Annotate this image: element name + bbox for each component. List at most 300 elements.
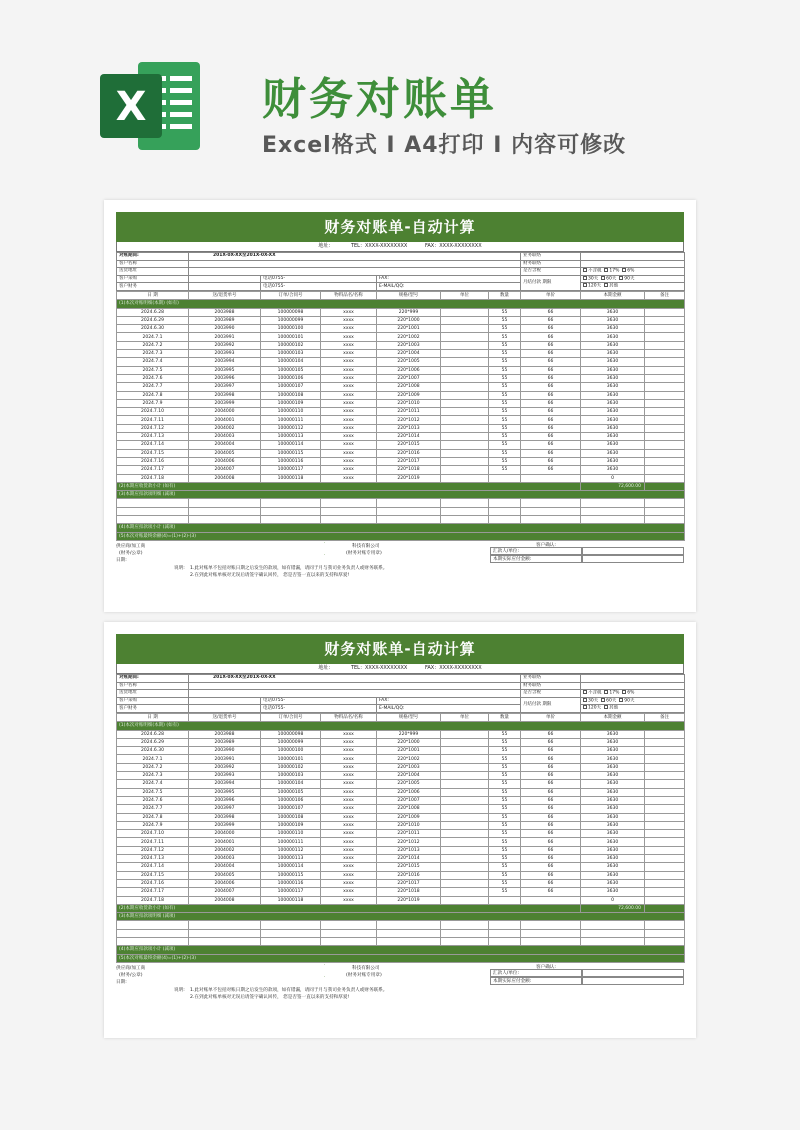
actual-payment-field[interactable]: 本期实际应付金额: xyxy=(490,555,582,563)
section-4-label: (4)本期应扣款项小计 (减项) xyxy=(117,946,685,954)
cell-amount: 3630 xyxy=(581,308,645,316)
cell-amount: 3630 xyxy=(581,433,645,441)
cell-amount: 3630 xyxy=(581,457,645,465)
terms-label: 月结付款 期限 xyxy=(521,697,581,712)
table-row xyxy=(117,358,685,366)
cell-amount: 3630 xyxy=(581,341,645,349)
table-row xyxy=(117,730,685,738)
table-row xyxy=(117,366,685,374)
tax-options[interactable]: 不含税 17% 6% xyxy=(581,268,685,276)
cell-qty: 55 xyxy=(489,763,521,771)
cell-spec: 220*1012 xyxy=(377,416,441,424)
address-label: 地址： xyxy=(318,243,334,249)
table-row xyxy=(117,805,685,813)
cell-item: xxxx xyxy=(321,457,377,465)
cell-spec: 220*1002 xyxy=(377,333,441,341)
cell-amount: 3630 xyxy=(581,408,645,416)
section-3-label: (3)本期应扣款项明细 (减项) xyxy=(117,491,685,499)
cell-amount: 0 xyxy=(581,474,645,482)
cell-unit xyxy=(441,730,489,738)
cell-doc-no: 2003996 xyxy=(189,374,261,382)
cell-price: 66 xyxy=(521,433,581,441)
cell-unit xyxy=(441,474,489,482)
cell-amount: 3630 xyxy=(581,738,645,746)
cell-item: xxxx xyxy=(321,399,377,407)
cell-doc-no: 2004003 xyxy=(189,433,261,441)
cell-qty: 55 xyxy=(489,399,521,407)
table-row xyxy=(117,341,685,349)
cell-price: 66 xyxy=(521,399,581,407)
cell-qty: 55 xyxy=(489,350,521,358)
cell-unit xyxy=(441,896,489,904)
cell-qty: 55 xyxy=(489,772,521,780)
customer-confirm-label: 客户确认: xyxy=(536,542,556,548)
cell-item: xxxx xyxy=(321,341,377,349)
finance-seal-label: (财务/公章) xyxy=(119,550,143,556)
cell-order-no: 100000116 xyxy=(261,457,321,465)
terms-options-1[interactable]: 30天 60天 90天 xyxy=(581,275,685,283)
finance-label: 客户财务 xyxy=(117,705,189,713)
cell-qty: 55 xyxy=(489,855,521,863)
section-3-label: (3)本期应扣款项明细 (减项) xyxy=(117,913,685,921)
cell-price: 66 xyxy=(521,366,581,374)
cell-order-no: 100000098 xyxy=(261,308,321,316)
cell-qty: 55 xyxy=(489,821,521,829)
cell-amount: 3630 xyxy=(581,449,645,457)
cell-spec: 220*1008 xyxy=(377,805,441,813)
table-row xyxy=(117,383,685,391)
cell-doc-no: 2004005 xyxy=(189,449,261,457)
cell-remark xyxy=(645,441,685,449)
cell-price: 66 xyxy=(521,316,581,324)
cell-spec: 220*1018 xyxy=(377,466,441,474)
address-line xyxy=(116,664,684,674)
cell-date: 2024.7.18 xyxy=(117,896,189,904)
cell-item: xxxx xyxy=(321,855,377,863)
tax-options[interactable]: 不含税 17% 6% xyxy=(581,690,685,698)
cell-unit xyxy=(441,813,489,821)
cell-item: xxxx xyxy=(321,350,377,358)
cell-spec: 220*1006 xyxy=(377,788,441,796)
cell-item: xxxx xyxy=(321,466,377,474)
cell-doc-no: 2003995 xyxy=(189,788,261,796)
cell-remark xyxy=(645,730,685,738)
cell-spec: 220*1016 xyxy=(377,449,441,457)
cell-doc-no: 2003988 xyxy=(189,308,261,316)
cell-doc-no: 2003994 xyxy=(189,358,261,366)
cell-date: 2024.7.13 xyxy=(117,433,189,441)
cell-date: 2024.6.29 xyxy=(117,738,189,746)
cell-qty: 55 xyxy=(489,391,521,399)
cell-qty: 55 xyxy=(489,780,521,788)
cell-price xyxy=(521,474,581,482)
cell-amount: 3630 xyxy=(581,325,645,333)
cell-date: 2024.7.1 xyxy=(117,333,189,341)
cell-spec: 220*1001 xyxy=(377,747,441,755)
cell-date: 2024.7.5 xyxy=(117,366,189,374)
cell-price: 66 xyxy=(521,888,581,896)
table-row xyxy=(117,325,685,333)
cell-date: 2024.7.16 xyxy=(117,457,189,465)
cell-amount: 3630 xyxy=(581,846,645,854)
cell-doc-no: 2003992 xyxy=(189,763,261,771)
checkbox-icon xyxy=(619,276,623,280)
cell-remark xyxy=(645,308,685,316)
cell-date: 2024.7.11 xyxy=(117,416,189,424)
column-header: 单价 xyxy=(521,713,581,721)
cell-spec: 220*1003 xyxy=(377,763,441,771)
cell-amount: 3630 xyxy=(581,780,645,788)
cell-item: xxxx xyxy=(321,408,377,416)
fax-text: FAX：XXXX-XXXXXXXX xyxy=(424,665,482,671)
fin-contact-label: 财务联络 xyxy=(521,260,581,268)
cell-qty: 55 xyxy=(489,316,521,324)
column-header: 订单/合同号 xyxy=(261,291,321,299)
cell-remark xyxy=(645,855,685,863)
actual-payment-field[interactable]: 本期实际应付金额: xyxy=(490,977,582,985)
cell-remark xyxy=(645,466,685,474)
cell-price: 66 xyxy=(521,391,581,399)
cell-spec: 220*1004 xyxy=(377,350,441,358)
terms-options-1[interactable]: 30天 60天 90天 xyxy=(581,697,685,705)
cell-order-no: 100000113 xyxy=(261,855,321,863)
cell-amount: 3630 xyxy=(581,813,645,821)
sheet-title: 财务对账单-自动计算 xyxy=(116,634,684,664)
cell-doc-no: 2003997 xyxy=(189,383,261,391)
table-row xyxy=(117,838,685,846)
cell-remark xyxy=(645,772,685,780)
cell-remark xyxy=(645,788,685,796)
section-2-label: (2)本期应收货款小计 (如有) xyxy=(117,904,581,912)
checkbox-icon xyxy=(622,268,626,272)
cell-remark xyxy=(645,846,685,854)
cell-date: 2024.7.11 xyxy=(117,838,189,846)
table-row xyxy=(117,763,685,771)
address-label: 地址： xyxy=(318,665,334,671)
cell-amount: 0 xyxy=(581,896,645,904)
cell-price: 66 xyxy=(521,747,581,755)
column-header: 单位 xyxy=(441,291,489,299)
cell-unit xyxy=(441,888,489,896)
cell-amount: 3630 xyxy=(581,805,645,813)
cell-item: xxxx xyxy=(321,763,377,771)
info-table xyxy=(116,674,685,713)
cell-order-no: 100000102 xyxy=(261,341,321,349)
cell-price: 66 xyxy=(521,333,581,341)
ledger-table xyxy=(116,291,685,541)
cell-remark xyxy=(645,830,685,838)
customer-name-label: 客户名称 xyxy=(117,682,189,690)
cell-price: 66 xyxy=(521,358,581,366)
cell-qty: 55 xyxy=(489,383,521,391)
cell-date: 2024.7.3 xyxy=(117,772,189,780)
cell-item: xxxx xyxy=(321,830,377,838)
cell-order-no: 100000104 xyxy=(261,358,321,366)
cell-item: xxxx xyxy=(321,424,377,432)
empty-row xyxy=(117,499,685,507)
cell-order-no: 100000105 xyxy=(261,366,321,374)
cell-remark xyxy=(645,474,685,482)
cell-order-no: 100000106 xyxy=(261,796,321,804)
table-row xyxy=(117,374,685,382)
section-2-total: 72,600.00 xyxy=(581,904,645,912)
cell-order-no: 100000101 xyxy=(261,755,321,763)
cell-qty: 55 xyxy=(489,374,521,382)
cell-doc-no: 2003991 xyxy=(189,755,261,763)
table-row xyxy=(117,830,685,838)
note-2: 2.在到此对账单核对无误后请签字确认回传， 您是否签一直以来的支持和厚爱! xyxy=(190,572,350,578)
cell-doc-no: 2003995 xyxy=(189,366,261,374)
section-2 xyxy=(117,904,685,912)
cell-order-no: 100000116 xyxy=(261,879,321,887)
section-3 xyxy=(117,913,685,921)
cell-date: 2024.7.13 xyxy=(117,855,189,863)
cell-remark xyxy=(645,341,685,349)
cell-amount: 3630 xyxy=(581,366,645,374)
section-4 xyxy=(117,524,685,532)
tax-label: 是否含税 xyxy=(521,268,581,276)
logo-letter: X xyxy=(115,84,147,130)
table-row xyxy=(117,738,685,746)
cell-price: 66 xyxy=(521,755,581,763)
cell-order-no: 100000114 xyxy=(261,863,321,871)
cell-doc-no: 2003993 xyxy=(189,350,261,358)
cell-amount: 3630 xyxy=(581,788,645,796)
cell-spec: 220*1019 xyxy=(377,896,441,904)
info-table xyxy=(116,252,685,291)
column-header: 规格/型号 xyxy=(377,713,441,721)
cell-doc-no: 2004007 xyxy=(189,888,261,896)
cell-remark xyxy=(645,333,685,341)
cell-item: xxxx xyxy=(321,888,377,896)
fax-text: FAX：XXXX-XXXXXXXX xyxy=(424,243,482,249)
cell-amount: 3630 xyxy=(581,416,645,424)
hero-title: 财务对账单 xyxy=(262,74,497,125)
cell-amount: 3630 xyxy=(581,855,645,863)
cell-date: 2024.7.12 xyxy=(117,424,189,432)
cell-order-no: 100000111 xyxy=(261,838,321,846)
table-row xyxy=(117,755,685,763)
cell-order-no: 100000115 xyxy=(261,449,321,457)
section-3 xyxy=(117,491,685,499)
ledger-table xyxy=(116,713,685,963)
note-2: 2.在到此对账单核对无误后请签字确认回传， 您是否签一直以来的支持和厚爱! xyxy=(190,994,350,1000)
cell-amount: 3630 xyxy=(581,316,645,324)
cell-item: xxxx xyxy=(321,366,377,374)
cell-order-no: 100000103 xyxy=(261,772,321,780)
company-seal-label: (财务对账专用章) xyxy=(346,972,382,978)
cell-unit xyxy=(441,788,489,796)
cell-remark xyxy=(645,383,685,391)
cell-remark xyxy=(645,896,685,904)
cell-unit xyxy=(441,846,489,854)
table-row xyxy=(117,350,685,358)
cell-spec: 220*999 xyxy=(377,730,441,738)
cell-date: 2024.7.15 xyxy=(117,871,189,879)
cell-amount: 3630 xyxy=(581,763,645,771)
cell-qty: 55 xyxy=(489,813,521,821)
cell-unit xyxy=(441,796,489,804)
section-5 xyxy=(117,954,685,962)
statement-sheet-2 xyxy=(104,622,696,1038)
section-2 xyxy=(117,482,685,490)
cell-unit xyxy=(441,408,489,416)
cell-order-no: 100000105 xyxy=(261,788,321,796)
cell-amount: 3630 xyxy=(581,772,645,780)
checkbox-icon xyxy=(583,268,587,272)
cell-remark xyxy=(645,755,685,763)
cell-item: xxxx xyxy=(321,358,377,366)
cell-remark xyxy=(645,350,685,358)
date-label: 日期: xyxy=(116,557,127,563)
terms-options-2[interactable]: 120天 其他 xyxy=(581,283,685,291)
buyer-label: 客户采购 xyxy=(117,275,189,283)
cell-remark xyxy=(645,325,685,333)
cell-item: xxxx xyxy=(321,441,377,449)
cell-amount: 3630 xyxy=(581,350,645,358)
cell-unit xyxy=(441,416,489,424)
cell-item: xxxx xyxy=(321,374,377,382)
cell-price: 66 xyxy=(521,457,581,465)
cell-price: 66 xyxy=(521,325,581,333)
section-2-label: (2)本期应收货款小计 (如有) xyxy=(117,482,581,490)
cell-spec: 220*999 xyxy=(377,308,441,316)
cell-item: xxxx xyxy=(321,316,377,324)
cell-unit xyxy=(441,325,489,333)
cell-spec: 220*1001 xyxy=(377,325,441,333)
cell-date: 2024.7.17 xyxy=(117,888,189,896)
cell-remark xyxy=(645,821,685,829)
section-4-label: (4)本期应扣款项小计 (减项) xyxy=(117,524,685,532)
cell-qty: 55 xyxy=(489,830,521,838)
table-row xyxy=(117,879,685,887)
terms-options-2[interactable]: 120天 其他 xyxy=(581,705,685,713)
cell-spec: 220*1005 xyxy=(377,358,441,366)
checkbox-icon xyxy=(604,705,608,709)
cell-item: xxxx xyxy=(321,788,377,796)
empty-row xyxy=(117,921,685,929)
table-row xyxy=(117,316,685,324)
table-row xyxy=(117,747,685,755)
table-row xyxy=(117,408,685,416)
cell-doc-no: 2004008 xyxy=(189,896,261,904)
empty-row xyxy=(117,507,685,515)
column-header: 规格/型号 xyxy=(377,291,441,299)
cell-doc-no: 2003991 xyxy=(189,333,261,341)
address-line xyxy=(116,242,684,252)
cell-amount: 3630 xyxy=(581,374,645,382)
column-header: 送/退货单号 xyxy=(189,291,261,299)
cell-unit xyxy=(441,772,489,780)
cell-date: 2024.7.9 xyxy=(117,821,189,829)
cell-doc-no: 2003998 xyxy=(189,391,261,399)
section-5 xyxy=(117,532,685,540)
cell-doc-no: 2004000 xyxy=(189,830,261,838)
table-row xyxy=(117,796,685,804)
cell-date: 2024.7.8 xyxy=(117,813,189,821)
cell-unit xyxy=(441,391,489,399)
cell-price: 66 xyxy=(521,424,581,432)
cell-qty: 55 xyxy=(489,879,521,887)
cell-doc-no: 2004008 xyxy=(189,474,261,482)
cell-price: 66 xyxy=(521,738,581,746)
cell-doc-no: 2004003 xyxy=(189,855,261,863)
cell-order-no: 100000109 xyxy=(261,399,321,407)
cell-remark xyxy=(645,433,685,441)
cell-date: 2024.7.18 xyxy=(117,474,189,482)
cell-price: 66 xyxy=(521,780,581,788)
cell-date: 2024.7.14 xyxy=(117,863,189,871)
cell-amount: 3630 xyxy=(581,796,645,804)
cell-item: xxxx xyxy=(321,730,377,738)
cell-qty: 55 xyxy=(489,846,521,854)
table-row xyxy=(117,416,685,424)
cell-order-no: 100000106 xyxy=(261,374,321,382)
cell-doc-no: 2004006 xyxy=(189,457,261,465)
cell-price: 66 xyxy=(521,821,581,829)
cell-item: xxxx xyxy=(321,755,377,763)
cell-date: 2024.7.4 xyxy=(117,358,189,366)
cell-doc-no: 2004000 xyxy=(189,408,261,416)
column-header: 本期金额 xyxy=(581,291,645,299)
cell-remark xyxy=(645,747,685,755)
cell-date: 2024.6.28 xyxy=(117,308,189,316)
table-row xyxy=(117,457,685,465)
cell-doc-no: 2003996 xyxy=(189,796,261,804)
cell-qty: 55 xyxy=(489,408,521,416)
cell-unit xyxy=(441,333,489,341)
cell-doc-no: 2003994 xyxy=(189,780,261,788)
section-5-label: (5)本次对账最终余额(4)=(1)+(2)-(3) xyxy=(117,954,685,962)
cell-date: 2024.6.28 xyxy=(117,730,189,738)
supplier-label: 供应商/加工商 xyxy=(116,543,146,549)
cell-unit xyxy=(441,374,489,382)
cell-qty: 55 xyxy=(489,738,521,746)
column-header: 日 期 xyxy=(117,291,189,299)
cell-spec: 220*1015 xyxy=(377,441,441,449)
cell-spec: 220*1017 xyxy=(377,879,441,887)
remitter-field[interactable]: 汇款人/单位: xyxy=(490,547,582,555)
cell-item: xxxx xyxy=(321,449,377,457)
cell-doc-no: 2004005 xyxy=(189,871,261,879)
column-header-row xyxy=(117,713,685,721)
cell-qty: 55 xyxy=(489,755,521,763)
cell-unit xyxy=(441,805,489,813)
table-row xyxy=(117,871,685,879)
cell-qty: 55 xyxy=(489,730,521,738)
cell-spec: 220*1011 xyxy=(377,408,441,416)
cell-qty: 55 xyxy=(489,333,521,341)
cell-remark xyxy=(645,391,685,399)
table-row xyxy=(117,308,685,316)
cell-item: xxxx xyxy=(321,738,377,746)
cell-date: 2024.7.16 xyxy=(117,879,189,887)
cell-spec: 220*1010 xyxy=(377,399,441,407)
hero-subtitle: Excel格式 I A4打印 I 内容可修改 xyxy=(262,133,627,158)
remitter-field[interactable]: 汇款人/单位: xyxy=(490,969,582,977)
checkbox-icon xyxy=(583,705,587,709)
table-row xyxy=(117,333,685,341)
table-row xyxy=(117,424,685,432)
cell-spec: 220*1002 xyxy=(377,755,441,763)
column-header-row xyxy=(117,291,685,299)
cell-item: xxxx xyxy=(321,846,377,854)
date-label: 日期: xyxy=(116,979,127,985)
cell-amount: 3630 xyxy=(581,424,645,432)
period-value: 201X-0X-XX至201X-0X-XX xyxy=(189,253,521,261)
cell-spec: 220*1009 xyxy=(377,813,441,821)
cell-price: 66 xyxy=(521,416,581,424)
